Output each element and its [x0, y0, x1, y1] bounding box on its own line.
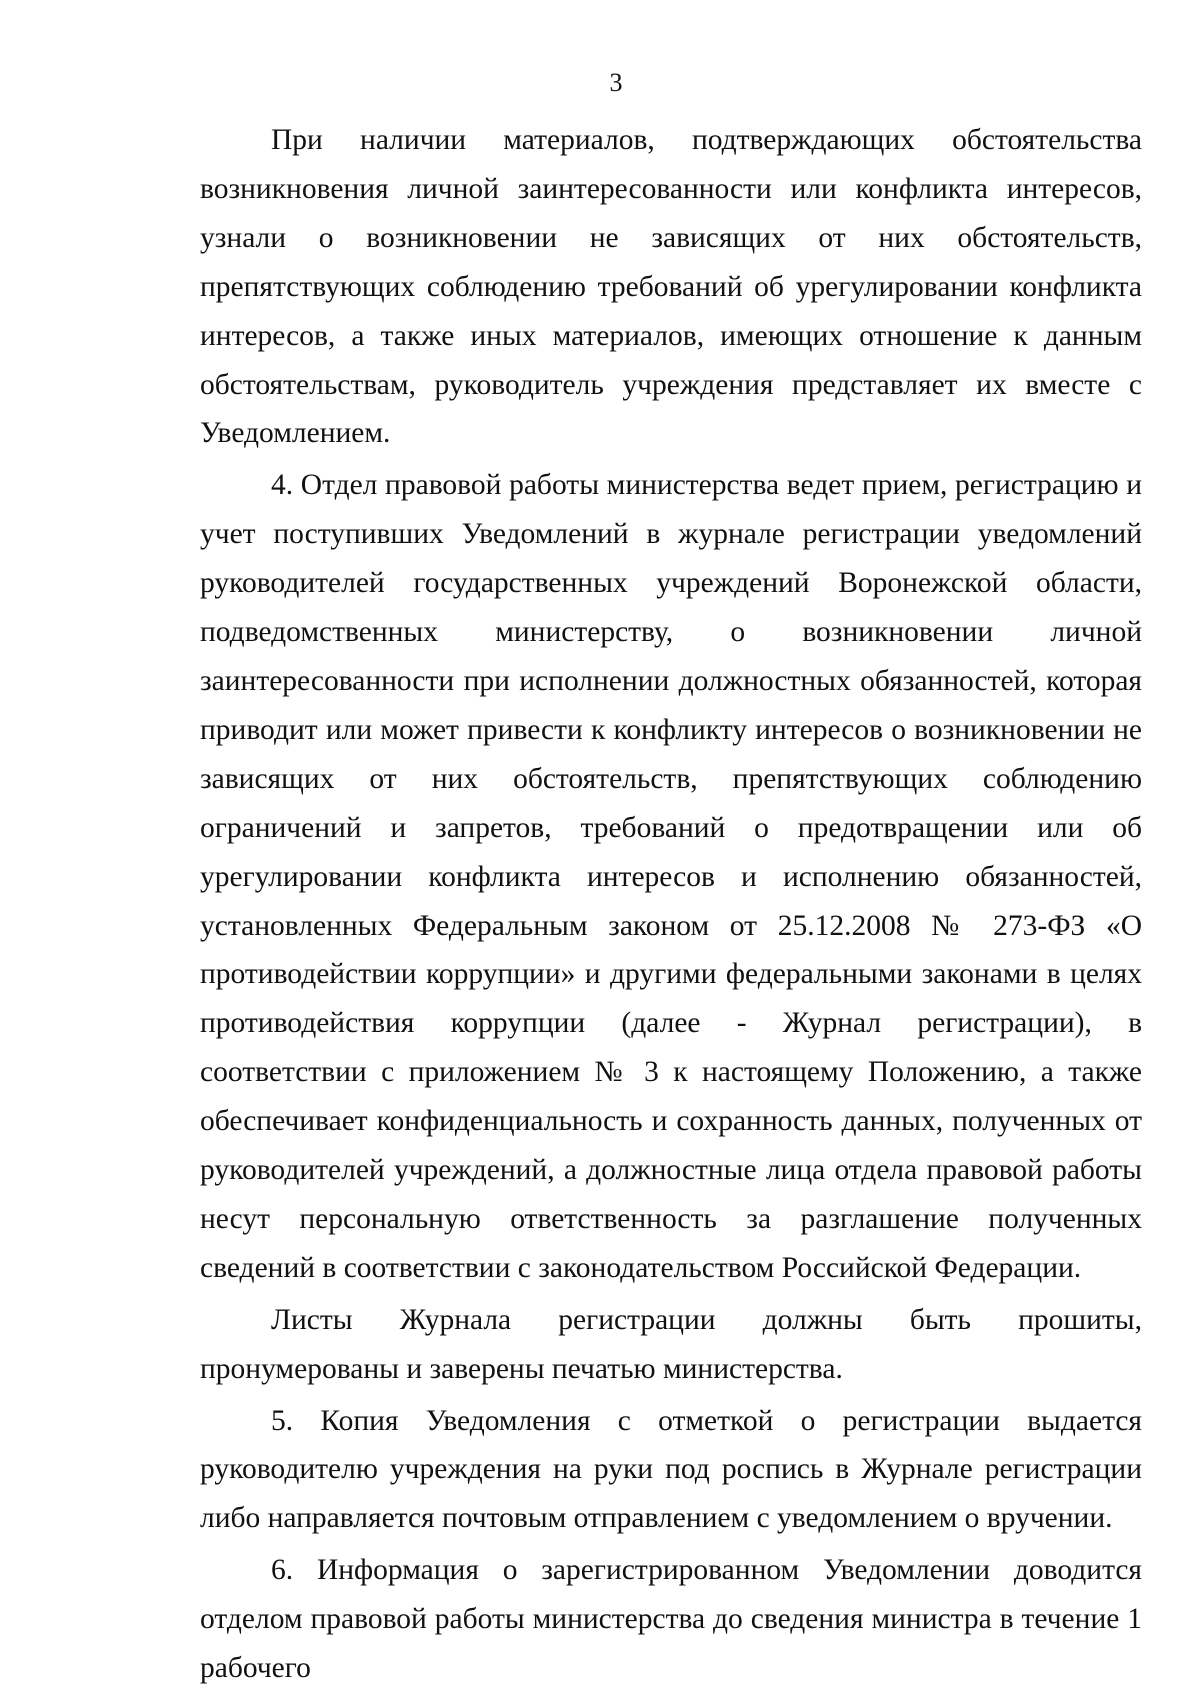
paragraph-item-5: 5. Копия Уведомления с отметкой о регистрации выдается руководителю учреждения на руки под роспись в Журнале регистрации либо направляется почтовым отправлением с уведомлением о вручении.: [200, 1404, 1142, 1535]
document-body: [200, 116, 1142, 1693]
paragraph-item-6: 6. Информация о зарегистрированном Уведомлении доводится отделом правовой работы министерства до сведения министра в течение 1 рабочего: [200, 1554, 1142, 1685]
paragraph-materials: При наличии материалов, подтверждающих обстоятельства возникновения личной заинтересованности или конфликта интересов, узнали о возникновении не зависящих от них обстоятельств, препятствующих соблюдению требований об урегулировании конфликта интересов, а также иных материалов, имеющих отношение к данным обстоятельствам, руководитель учреждения представляет их вместе с Уведомлением.: [200, 124, 1142, 450]
paragraph-journal-sheets: Листы Журнала регистрации должны быть прошиты, пронумерованы и заверены печатью министерства.: [200, 1303, 1142, 1385]
paragraph-item-4: 4. Отдел правовой работы министерства ведет прием, регистрацию и учет поступивших Уведомлений в журнале регистрации уведомлений руководителей государственных учреждений Воронежской области, подведомственных министерству, о возникновении личной заинтересованности при исполнении должностных обязанностей, которая приводит или может привести к конфликту интересов о возникновении не зависящих от них обстоятельств, препятствующих соблюдению ограничений и запретов, требований о предотвращении или об урегулировании конфликта интересов и исполнению обязанностей, установленных Федеральным законом от 25.12.2008 № 273-ФЗ «О противодействии коррупции» и другими федеральными законами в целях противодействия коррупции (далее - Журнал регистрации), в соответствии с приложением № 3 к настоящему Положению, а также обеспечивает конфиденциальность и сохранность данных, полученных от руководителей учреждений, а должностные лица отдела правовой работы несут персональную ответственность за разглашение полученных сведений в соответствии с законодательством Российской Федерации.: [200, 469, 1142, 1284]
page-number: 3: [609, 68, 623, 97]
